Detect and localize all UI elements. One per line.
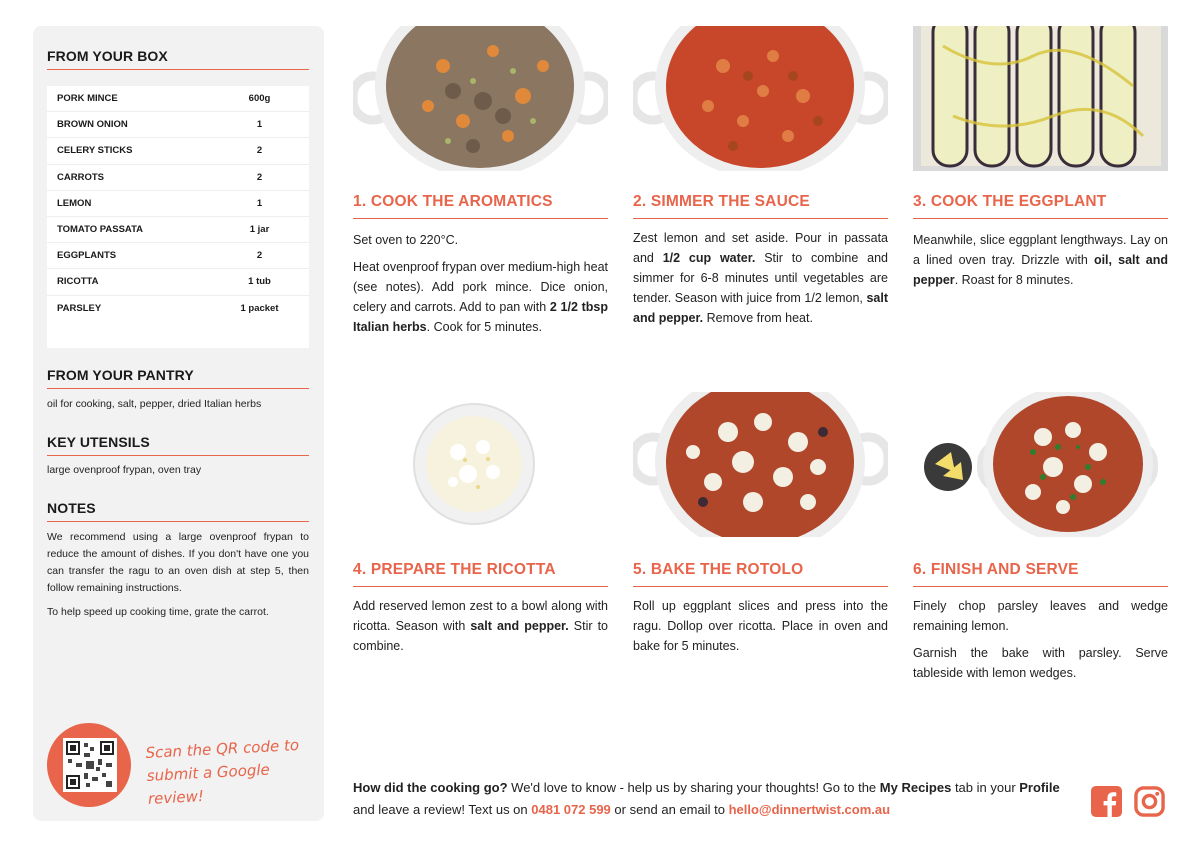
instruction-paragraph <box>913 643 1168 683</box>
instruction-text: Stir to combine. <box>353 619 609 653</box>
ingredient-row <box>47 296 309 322</box>
ingredient-quantity: 1 tub <box>248 276 271 288</box>
from-your-pantry-heading: FROM YOUR PANTRY <box>47 367 309 389</box>
instruction-text: Garnish the bake with parsley. Serve tableside with lemon wedges. <box>913 646 1168 680</box>
qr-code-icon[interactable] <box>63 738 117 792</box>
instruction-paragraph <box>353 257 608 337</box>
ingredient-row <box>47 217 309 243</box>
step-3-photo-eggplant-tray <box>913 26 1168 171</box>
instruction-text: Roll up eggplant slices and press into the ragu. Dollop over ricotta. Place in oven and bake for 5 minutes. <box>633 599 888 653</box>
ingredient-row <box>47 165 309 191</box>
instruction-paragraph <box>913 230 1168 290</box>
footer-text-1: We'd love to know - help us by sharing your thoughts! Go to the <box>507 780 880 795</box>
instruction-text: Meanwhile, slice eggplant lengthways. Lay on a lined oven tray. Drizzle with <box>913 233 1168 267</box>
ingredient-name: PARSLEY <box>57 303 102 315</box>
step-4-photo-ricotta-bowl <box>353 392 608 537</box>
ingredient-name: CARROTS <box>57 171 104 183</box>
step-6-title: 6. FINISH AND SERVE <box>913 561 1168 587</box>
instruction-text: Finely chop parsley leaves and wedge remaining lemon. <box>913 599 1168 633</box>
from-your-box-heading: FROM YOUR BOX <box>47 48 309 70</box>
instruction-text: Add reserved lemon zest to a bowl along with ricotta. Season with <box>353 599 608 633</box>
facebook-icon[interactable] <box>1091 786 1122 817</box>
step-6-instructions <box>913 596 1168 690</box>
qr-caption-line-2: submit a Google review! <box>146 760 271 808</box>
instruction-paragraph <box>633 228 888 328</box>
footer-question: How did the cooking go? <box>353 780 508 795</box>
notes-paragraph-1: We recommend using a large ovenproof frypan to reduce the amount of dishes. If you don't have one you can transfer the ragu to an oven dish at step 5, then follow remaining instructions. <box>47 531 309 594</box>
instruction-paragraph <box>913 596 1168 636</box>
my-recipes-tab-link[interactable]: My Recipes <box>879 780 952 795</box>
phone-number-link[interactable]: 0481 072 599 <box>531 802 611 817</box>
step-1-title: 1. COOK THE AROMATICS <box>353 193 608 219</box>
step-1-instructions <box>353 230 608 344</box>
step-4-title: 4. PREPARE THE RICOTTA <box>353 561 608 587</box>
step-5-instructions <box>633 596 888 663</box>
key-utensils-heading: KEY UTENSILS <box>47 434 309 456</box>
ingredient-name: EGGPLANTS <box>57 250 117 262</box>
instruction-emphasis: salt and pepper. <box>470 619 569 633</box>
ingredient-row <box>47 138 309 164</box>
footer-text-4: or send an email to <box>610 802 729 817</box>
instruction-emphasis: 2 1/2 tbsp Italian herbs <box>353 300 608 334</box>
ingredient-quantity: 600g <box>248 93 271 105</box>
step-4-instructions <box>353 596 608 663</box>
ingredient-quantity: 1 <box>256 197 263 209</box>
qr-caption-line-1: Scan the QR code to <box>145 735 300 762</box>
step-6-photo-finished-bake-with-lemon <box>913 392 1168 537</box>
instruction-text: Stir to combine and simmer for 6-8 minutes until vegetables are tender. Season with juice from 1/2 lemon, <box>633 251 888 305</box>
instruction-emphasis: salt and pepper. <box>633 291 888 325</box>
qr-badge <box>47 723 131 807</box>
ingredient-quantity: 2 <box>256 171 263 183</box>
instruction-paragraph <box>633 596 888 656</box>
ingredient-row <box>47 243 309 269</box>
step-3-title: 3. COOK THE EGGPLANT <box>913 193 1168 219</box>
ingredient-row <box>47 112 309 138</box>
step-5-title: 5. BAKE THE ROTOLO <box>633 561 888 587</box>
ingredient-name: RICOTTA <box>57 276 99 288</box>
instruction-text: Remove from heat. <box>703 311 813 325</box>
email-link[interactable]: hello@dinnertwist.com.au <box>728 802 891 817</box>
step-5-photo-baked-rotolo-pan <box>633 392 888 537</box>
footer-text-2: tab in your <box>951 780 1020 795</box>
qr-caption <box>145 733 318 811</box>
ingredient-row <box>47 86 309 112</box>
utensils-text: large ovenproof frypan, oven tray <box>47 464 202 476</box>
ingredient-name: LEMON <box>57 197 92 209</box>
step-3-instructions <box>913 230 1168 297</box>
ingredient-quantity: 2 <box>256 250 263 262</box>
review-footer <box>353 777 1073 821</box>
ingredient-name: CELERY STICKS <box>57 145 133 157</box>
step-2-title: 2. SIMMER THE SAUCE <box>633 193 888 219</box>
ingredients-table <box>47 86 309 348</box>
instruction-paragraph <box>353 230 608 250</box>
ingredient-quantity: 1 <box>256 119 263 131</box>
ingredient-quantity: 1 jar <box>249 224 270 236</box>
footer-text-3: and leave a review! Text us on <box>353 802 532 817</box>
step-2-instructions <box>633 228 888 335</box>
pantry-text: oil for cooking, salt, pepper, dried Italian herbs <box>47 398 262 410</box>
ingredient-name: PORK MINCE <box>57 93 118 105</box>
notes-heading: NOTES <box>47 500 309 522</box>
notes-paragraph-2: To help speed up cooking time, grate the carrot. <box>47 606 269 618</box>
instruction-text: Zest lemon and set aside. Pour in passata and <box>633 231 888 265</box>
step-1-photo-pork-mince-pan <box>353 26 608 171</box>
ingredient-row <box>47 269 309 295</box>
instruction-text: . Cook for 5 minutes. <box>426 320 542 334</box>
instruction-text: . Roast for 8 minutes. <box>954 273 1074 287</box>
ingredient-name: TOMATO PASSATA <box>57 224 144 236</box>
ingredients-sidebar <box>33 26 324 821</box>
ingredient-row <box>47 191 309 217</box>
instruction-text: Set oven to 220°C. <box>353 233 459 247</box>
instruction-paragraph <box>353 596 608 656</box>
instruction-text: Heat ovenproof frypan over medium-high heat (see notes). Add pork mince. Dice onion, celery and carrots. Add to pan with <box>353 260 609 314</box>
instruction-emphasis: oil, salt and pepper <box>913 253 1168 287</box>
profile-link[interactable]: Profile <box>1019 780 1060 795</box>
ingredient-quantity: 1 packet <box>240 303 279 315</box>
ingredient-name: BROWN ONION <box>57 119 128 131</box>
step-2-photo-ragu-sauce-pan <box>633 26 888 171</box>
instagram-icon[interactable] <box>1134 786 1165 817</box>
ingredient-quantity: 2 <box>256 145 263 157</box>
instruction-emphasis: 1/2 cup water. <box>662 251 756 265</box>
